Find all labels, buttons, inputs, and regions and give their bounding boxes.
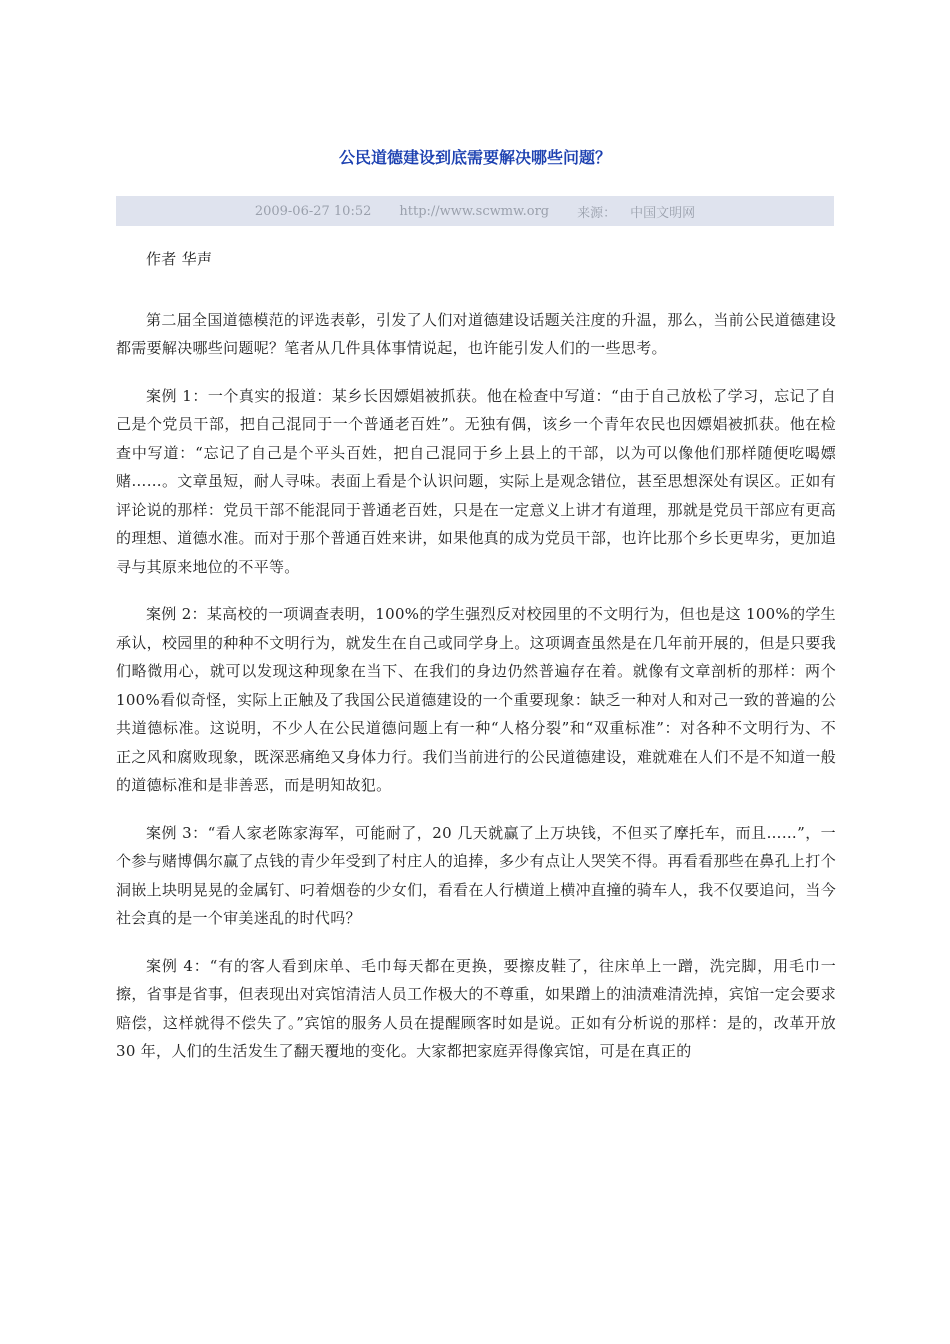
source-name: 中国文明网	[630, 205, 696, 221]
article-body	[116, 245, 836, 1085]
paragraph-case-2: 案例 2：某高校的一项调查表明，100%的学生强烈反对校园里的不文明行为，但也是这 100%的学生承认，校园里的种种不文明行为，就发生在自己或同学身上。这项调查虽然是在几年前开展的，但是只要我们略微用心，就可以发现这种现象在当下、在我们的身边仍然普遍存在着。就像有文章剖析的那样：两个 100%看似奇怪，实际上正触及了我国公民道德建设的一个重要现象：缺乏一种对人和对己一致的普遍的公共道德标准。这说明，不少人在公民道德问题上有一种“人格分裂”和“双重标准”：对各种不文明行为、不正之风和腐败现象，既深恶痛绝又身体力行。我们当前进行的公民道德建设，难就难在人们不是不知道一般的道德标准和是非善恶，而是明知故犯。	[116, 605, 836, 794]
source-label: 来源：	[577, 205, 617, 221]
source-url: http://www.scwmw.org	[399, 203, 550, 219]
paragraph-case-3: 案例 3：“看人家老陈家海军，可能耐了，20 几天就赢了上万块钱，不但买了摩托车，而且……”，一个参与赌博偶尔赢了点钱的青少年受到了村庄人的追捧，多少有点让人哭笑不得。再看看那些在鼻孔上打个洞嵌上块明晃晃的金属钉、叼着烟卷的少女们，看看在人行横道上横冲直撞的骑车人，我不仅要追问，当今社会真的是一个审美迷乱的时代吗？	[116, 823, 836, 927]
article-title: 公民道德建设到底需要解决哪些问题？	[338, 148, 611, 167]
publish-datetime: 2009-06-27 10:52	[254, 203, 372, 219]
paragraph-case-4: 案例 4：“有的客人看到床单、毛巾每天都在更换，要擦皮鞋了，往床单上一蹭，洗完脚，用毛巾一擦，省事是省事，但表现出对宾馆清洁人员工作极大的不尊重，如果蹭上的油渍难清洗掉，宾馆一定会要求赔偿，这样就得不偿失了。”宾馆的服务人员在提醒顾客时如是说。正如有分析说的那样：是的，改革开放 30 年，人们的生活发生了翻天覆地的变化。大家都把家庭弄得像宾馆，可是在真正的	[116, 956, 836, 1060]
paragraph-intro: 第二届全国道德模范的评选表彰，引发了人们对道德建设话题关注度的升温，那么，当前公民道德建设都需要解决哪些问题呢？笔者从几件具体事情说起，也许能引发人们的一些思考。	[116, 310, 836, 357]
article-meta-bar	[116, 196, 834, 226]
paragraph-case-1: 案例 1：一个真实的报道：某乡长因嫖娼被抓获。他在检查中写道：“由于自己放松了学习，忘记了自己是个党员干部，把自己混同于一个普通老百姓”。无独有偶，该乡一个青年农民也因嫖娼被抓获。他在检查中写道：“忘记了自己是个平头百姓，把自己混同于乡上县上的干部，以为可以像他们那样随便吃喝嫖赌……。文章虽短，耐人寻味。表面上看是个认识问题，实际上是观念错位，甚至思想深处有误区。正如有评论说的那样：党员干部不能混同于普通老百姓，只是在一定意义上讲才有道理，那就是党员干部应有更高的理想、道德水准。而对于那个普通百姓来讲，如果他真的成为党员干部，也许比那个乡长更卑劣，更加追寻与其原来地位的不平等。	[116, 386, 836, 576]
author-line: 作者 华声	[146, 250, 213, 268]
